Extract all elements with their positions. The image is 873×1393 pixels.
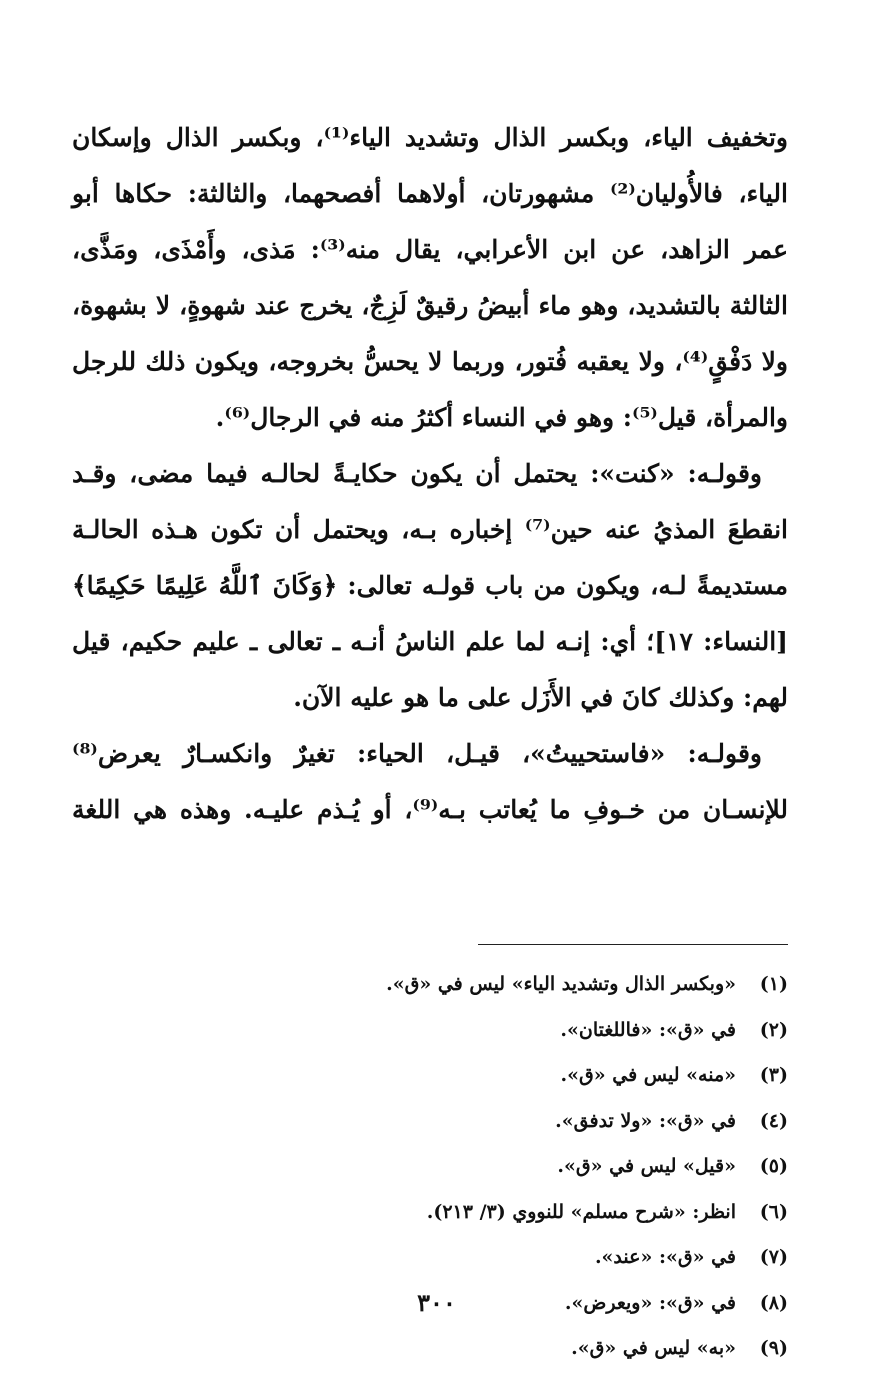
footnote-item <box>72 1235 788 1281</box>
paragraph-2: وقولـه: «كنت»: يحتمل أن يكون حكايـةً لحالـه فيما مضى، وقـد انقطعَ المذيُ عنه حين⁽⁷⁾ إخباره بـه، ويحتمل أن تكون هـذه الحالـة مستديمةً لـه، ويكون من باب قولـه تعالى: ﴿وَكَانَ ٱللَّهُ عَلِيمًا حَكِيمًا﴾[النساء: ١٧]؛ أي: إنـه لما علم الناسُ أنـه ـ تعالى ـ عليم حكيم، قيل لهم: وكذلك كانَ في الأَزَل على ما هو عليه الآن. <box>72 459 788 712</box>
page-number: ٣٠٠ <box>417 1288 456 1317</box>
footnote-number: (٨) <box>759 1291 788 1314</box>
footnote-text: في «ق»: «عند». <box>594 1246 736 1268</box>
footnote-item <box>72 1144 788 1190</box>
footnote-item <box>72 1190 788 1236</box>
footnote-text: «وبكسر الذال وتشديد الياء» ليس في «ق». <box>386 973 736 995</box>
footnote-number: (١) <box>759 973 788 995</box>
footnote-number: (٣) <box>759 1064 788 1086</box>
footnote-number: (٤) <box>759 1109 788 1132</box>
footnote-item <box>72 962 788 1008</box>
footnote-text: في «ق»: «ويعرض». <box>564 1291 736 1314</box>
footnote-number: (٥) <box>759 1155 788 1177</box>
footnote-text: انظر: «شرح مسلم» للنووي (٣/ ٢١٣). <box>426 1200 736 1223</box>
footnote-number: (٩) <box>759 1337 788 1359</box>
footnote-text: في «ق»: «ولا تدفق». <box>555 1109 736 1132</box>
footnote-text: في «ق»: «فاللغتان». <box>560 1018 736 1041</box>
footnote-number: (٢) <box>759 1018 788 1041</box>
footnote-number: (٦) <box>759 1200 788 1223</box>
paragraph-3: وقولـه: «فاستحييتُ»، قيـل، الحياء: تغيرٌ وانكسـارٌ يعرض⁽⁸⁾ للإنسـان من خـوفِ ما يُعاتب بـه⁽⁹⁾، أو يُـذم عليـه. وهذه هي اللغة <box>72 739 788 824</box>
footnote-item <box>72 1008 788 1054</box>
footnote-text: «قيل» ليس في «ق». <box>557 1155 736 1177</box>
footnote-text: «منه» ليس في «ق». <box>560 1064 736 1086</box>
footnote-text: «به» ليس في «ق». <box>571 1337 736 1359</box>
paragraph-1: وتخفيف الياء، وبكسر الذال وتشديد الياء⁽¹⁾، وبكسر الذال وإسكان الياء، فالأُوليان⁽²⁾ مشهورتان، أولاهما أفصحهما، والثالثة: حكاها أبو عمر الزاهد، عن ابن الأعرابي، يقال منه⁽³⁾: مَذى، وأَمْذَى، ومَذَّى، الثالثة بالتشديد، وهو ماء أبيضُ رقيقٌ لَزِجٌ، يخرج عند شهوةٍ، لا بشهوة، ولا دَفْقٍ⁽⁴⁾، ولا يعقبه فُتور، وربما لا يحسُّ بخروجه، ويكون ذلك للرجل والمرأة، قيل⁽⁵⁾: وهو في النساء أكثرُ منه في الرجال⁽⁶⁾. <box>72 123 789 432</box>
footnote-item <box>72 1326 788 1372</box>
main-text <box>72 110 788 838</box>
footnote-separator <box>478 944 788 945</box>
footnote-item <box>72 1099 788 1145</box>
footnote-item <box>72 1053 788 1099</box>
footnote-number: (٧) <box>759 1246 788 1268</box>
